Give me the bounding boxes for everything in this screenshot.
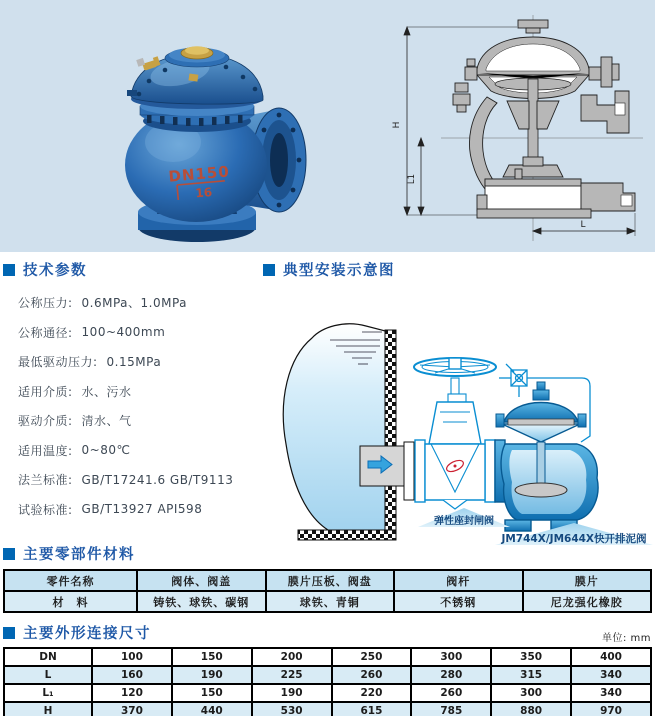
param-value: 水、污水 bbox=[81, 384, 132, 399]
table-row bbox=[4, 702, 651, 716]
dimension-value-cell: 370 bbox=[92, 702, 172, 716]
param-row bbox=[18, 495, 268, 525]
dimension-value-cell: 280 bbox=[411, 666, 491, 684]
callout-gate-valve bbox=[418, 508, 510, 527]
dimension-value-cell: 300 bbox=[411, 648, 491, 666]
dimension-value-cell: 190 bbox=[172, 666, 252, 684]
materials-value-cell: 不锈钢 bbox=[394, 591, 523, 612]
gate-valve-label: 弹性座封闸阀 bbox=[434, 516, 494, 527]
dimension-row-label: L bbox=[4, 666, 92, 684]
param-value: 清水、气 bbox=[81, 414, 132, 429]
dimension-value-cell: 250 bbox=[332, 648, 412, 666]
param-label: 法兰标准: bbox=[18, 473, 73, 488]
valve-photo-illustration bbox=[125, 46, 306, 242]
param-row bbox=[18, 347, 268, 377]
dim-label-l: L bbox=[580, 220, 586, 230]
materials-header-cell: 膜片 bbox=[523, 570, 652, 591]
materials-value-row bbox=[4, 591, 651, 612]
param-label: 适用介质: bbox=[18, 384, 73, 399]
param-row bbox=[18, 406, 268, 436]
dimension-value-cell: 400 bbox=[571, 648, 651, 666]
param-label: 公称通径: bbox=[18, 325, 73, 340]
param-row bbox=[18, 436, 268, 466]
dimension-value-cell: 340 bbox=[571, 666, 651, 684]
section-header-dimensions bbox=[3, 622, 151, 643]
gate-valve-drawing bbox=[414, 358, 496, 509]
photo-marking-pn: 16 bbox=[194, 185, 213, 201]
section-bullet-icon bbox=[3, 548, 15, 560]
tank-wall-hatch bbox=[385, 330, 396, 540]
dimension-value-cell: 260 bbox=[411, 684, 491, 702]
param-label: 适用温度: bbox=[18, 443, 73, 458]
dimension-value-cell: 160 bbox=[92, 666, 172, 684]
section-header-installation bbox=[263, 259, 395, 280]
dimension-value-cell: 100 bbox=[92, 648, 172, 666]
materials-header-cell: 零件名称 bbox=[4, 570, 137, 591]
materials-header-cell: 阀体、阀盖 bbox=[137, 570, 266, 591]
param-value: GB/T17241.6 GB/T9113 bbox=[81, 472, 234, 487]
table-row bbox=[4, 648, 651, 666]
materials-header-cell: 膜片压板、阀盘 bbox=[266, 570, 395, 591]
dimension-value-cell: 530 bbox=[252, 702, 332, 716]
dimension-value-cell: 615 bbox=[332, 702, 412, 716]
param-value: 100~400mm bbox=[81, 325, 166, 340]
dimension-value-cell: 200 bbox=[252, 648, 332, 666]
materials-row-label: 材 料 bbox=[4, 591, 137, 612]
param-row bbox=[18, 288, 268, 318]
dim-label-l1: L1 bbox=[407, 173, 417, 185]
dimension-value-cell: 220 bbox=[332, 684, 412, 702]
param-value: GB/T13927 API598 bbox=[81, 502, 203, 517]
section-header-tech-params bbox=[3, 259, 87, 280]
materials-table bbox=[3, 569, 652, 613]
section-title-dimensions: 主要外形连接尺寸 bbox=[23, 626, 151, 642]
dimension-value-cell: 880 bbox=[491, 702, 571, 716]
section-title-installation: 典型安装示意图 bbox=[283, 263, 395, 279]
materials-value-cell: 球铁、青铜 bbox=[266, 591, 395, 612]
dimension-value-cell: 340 bbox=[571, 684, 651, 702]
dimensions-table bbox=[3, 647, 652, 716]
section-bullet-icon bbox=[263, 264, 275, 276]
dimension-value-cell: 150 bbox=[172, 648, 252, 666]
materials-value-cell: 尼龙强化橡胶 bbox=[523, 591, 652, 612]
photo-marking-dn: DN150 bbox=[167, 162, 231, 186]
dimension-value-cell: 440 bbox=[172, 702, 252, 716]
dimension-value-cell: 260 bbox=[332, 666, 412, 684]
product-photo bbox=[85, 2, 310, 248]
param-label: 驱动介质: bbox=[18, 414, 73, 429]
dimension-value-cell: 970 bbox=[571, 702, 651, 716]
dimension-value-cell: 300 bbox=[491, 684, 571, 702]
dimension-row-label: L₁ bbox=[4, 684, 92, 702]
section-title-tech-params: 技术参数 bbox=[23, 263, 87, 279]
section-header-materials bbox=[3, 543, 135, 564]
param-row bbox=[18, 465, 268, 495]
product-image-band bbox=[0, 0, 655, 252]
dimension-value-cell: 315 bbox=[491, 666, 571, 684]
dimension-value-cell: 350 bbox=[491, 648, 571, 666]
water-tank bbox=[283, 324, 389, 536]
dim-label-h: H bbox=[392, 121, 402, 129]
param-value: 0.6MPa、1.0MPa bbox=[81, 296, 188, 311]
dimension-value-cell: 225 bbox=[252, 666, 332, 684]
dimension-row-label: H bbox=[4, 702, 92, 716]
param-row bbox=[18, 318, 268, 348]
param-value: 0~80℃ bbox=[81, 443, 131, 458]
param-row bbox=[18, 377, 268, 407]
table-row bbox=[4, 666, 651, 684]
dimension-value-cell: 190 bbox=[252, 684, 332, 702]
param-value: 0.15MPa bbox=[106, 354, 162, 369]
param-label: 最低驱动压力: bbox=[18, 355, 98, 370]
param-label: 公称压力: bbox=[18, 296, 73, 311]
dimension-value-cell: 150 bbox=[172, 684, 252, 702]
dimension-value-cell: 785 bbox=[411, 702, 491, 716]
param-label: 试验标准: bbox=[18, 502, 73, 517]
tech-params-list bbox=[18, 288, 268, 524]
materials-header-row bbox=[4, 570, 651, 591]
mud-valve-label: JM744X/JM644X快开排泥阀 bbox=[501, 533, 647, 545]
installation-diagram bbox=[268, 294, 655, 556]
materials-header-cell: 阀杆 bbox=[394, 570, 523, 591]
section-title-materials: 主要零部件材料 bbox=[23, 547, 135, 563]
section-bullet-icon bbox=[3, 264, 15, 276]
tank-floor-hatch bbox=[298, 530, 396, 540]
dimensional-drawing bbox=[383, 7, 649, 245]
section-bullet-icon bbox=[3, 627, 15, 639]
materials-value-cell: 铸铁、球铁、碳钢 bbox=[137, 591, 266, 612]
dimension-row-label: DN bbox=[4, 648, 92, 666]
unit-label: 单位: mm bbox=[601, 633, 651, 644]
mud-valve-drawing bbox=[495, 382, 598, 531]
dimension-value-cell: 120 bbox=[92, 684, 172, 702]
table-row bbox=[4, 684, 651, 702]
